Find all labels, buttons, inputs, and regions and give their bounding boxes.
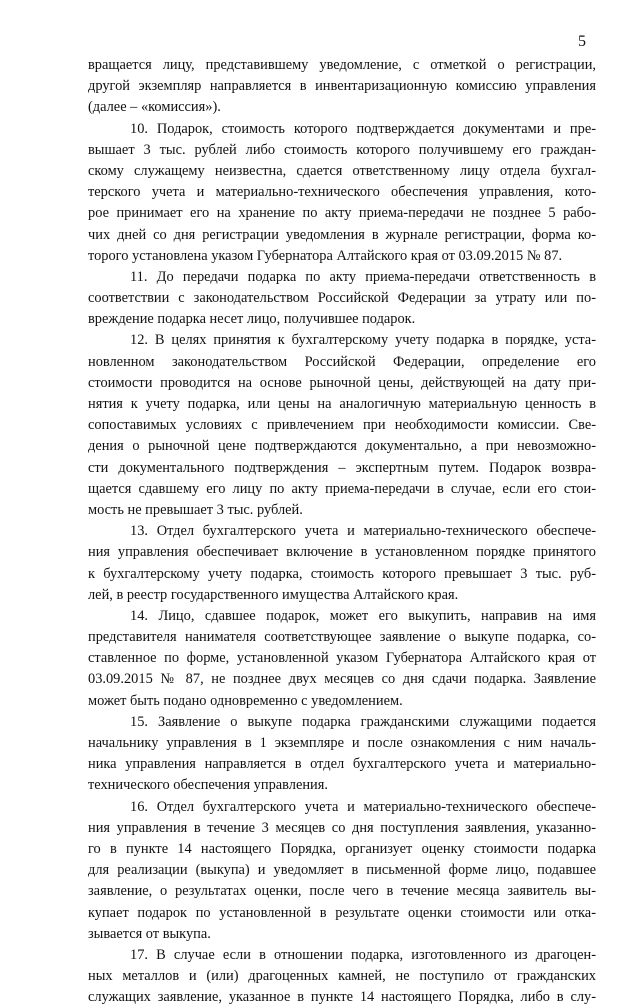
- text-line: ния управления обеспечивает включение в установленном порядке принятого: [88, 544, 596, 561]
- text-line: может быть подано одновременно с уведомлением.: [88, 692, 403, 709]
- text-line: начальнику управления в 1 экземпляре и после ознакомления с ним началь-: [88, 735, 596, 751]
- text-line: чих дней со дня регистрации уведомления в журнале регистрации, форма ко-: [88, 226, 596, 243]
- text-line: нятия к учету подарка, или цены на аналогичную материальную ценность в: [88, 396, 596, 412]
- text-line: соответствии с законодательством Российской Федерации за утрату или по-: [88, 290, 596, 307]
- text-line: щается сдавшему его лицу по акту приема-передачи в случае, если его стои-: [88, 480, 596, 497]
- text-line: 14. Лицо, сдавшее подарок, может его выкупить, направив на имя: [130, 607, 596, 624]
- text-line: другой экземпляр направляется в инвентаризационную комиссию управления: [88, 78, 596, 95]
- text-line: для реализации (выкупа) и уведомляет в письменной форме лицо, подавшее: [88, 862, 596, 879]
- text-line: 13. Отдел бухгалтерского учета и материально-технического обеспече-: [130, 523, 596, 540]
- text-line: ставленное по форме, установленной указом Губернатора Алтайского края от: [88, 650, 596, 667]
- text-line: го в пункте 14 настоящего Порядка, организует оценку стоимости подарка: [88, 840, 596, 857]
- text-line: ника управления направляется в отдел бухгалтерского учета и материально-: [88, 756, 596, 773]
- text-line: вреждение подарка несет лицо, получившее подарок.: [88, 311, 416, 328]
- text-line: 17. В случае если в отношении подарка, изготовленного из драгоцен-: [130, 946, 596, 963]
- text-line: дения о рыночной цене подтверждаются документально, а при невозможно-: [88, 438, 596, 455]
- text-line: вращается лицу, представившему уведомление, с отметкой о регистрации,: [88, 57, 596, 73]
- page-number: 5: [578, 33, 586, 50]
- text-line: купает подарок по установленной в результате оценки стоимости или отка-: [88, 904, 596, 921]
- text-line: сти документального подтверждения – экспертным путем. Подарок возвра-: [88, 459, 596, 476]
- text-line: зывается от выкупа.: [88, 925, 211, 942]
- text-line: новленном законодательством Российской Федерации, определение его: [88, 353, 596, 370]
- text-line: технического обеспечения управления.: [88, 777, 328, 794]
- text-line: 11. До передачи подарка по акту приема-передачи ответственность в: [130, 268, 596, 285]
- text-line: ных металлов и (или) драгоценных камней, не поступило от гражданских: [88, 968, 596, 985]
- text-line: вышает 3 тыс. рублей либо стоимость которого получившему его граждан-: [88, 141, 596, 158]
- text-line: стоимости проводится на основе рыночной цены, действующей на дату при-: [88, 374, 596, 391]
- text-line: служащих заявление, указанное в пункте 14 настоящего Порядка, либо в слу-: [88, 989, 596, 1006]
- text-line: скому служащему неизвестна, сдается ответственному лицу отдела бухгал-: [88, 162, 596, 179]
- text-line: (далее – «комиссия»).: [88, 99, 221, 116]
- text-line: представителя нанимателя соответствующее заявление о выкупе подарка, со-: [88, 629, 596, 646]
- text-line: сопоставимых условиях с привлечением при необходимости комиссии. Све-: [88, 417, 596, 434]
- text-line: 12. В целях принятия к бухгалтерскому учету подарка в порядке, уста-: [130, 332, 596, 349]
- text-line: к бухгалтерскому учету подарка, стоимость которого превышает 3 тыс. руб-: [88, 565, 596, 582]
- text-line: мость не превышает 3 тыс. рублей.: [88, 501, 303, 518]
- text-line: рое принимает его на хранение по акту приема-передачи не позднее 5 рабо-: [88, 205, 596, 222]
- text-line: лей, в реестр государственного имущества Алтайского края.: [88, 586, 459, 603]
- text-line: 10. Подарок, стоимость которого подтверждается документами и пре-: [130, 120, 596, 137]
- text-line: ния управления в течение 3 месяцев со дня поступления заявления, указанно-: [88, 819, 596, 836]
- text-line: 15. Заявление о выкупе подарка гражданскими служащими подается: [130, 713, 596, 730]
- text-line: торого установлена указом Губернатора Алтайского края от 03.09.2015 № 87.: [88, 247, 563, 264]
- text-line: терского учета и материально-технического обеспечения управления, кото-: [88, 184, 596, 201]
- document-body: [88, 55, 596, 1008]
- text-line: заявление, о результатах оценки, после чего в течение месяца заявитель вы-: [88, 883, 596, 900]
- text-line: 16. Отдел бухгалтерского учета и материально-технического обеспече-: [130, 798, 596, 815]
- text-line: 03.09.2015 № 87, не позднее двух месяцев со дня сдачи подарка. Заявление: [88, 671, 596, 688]
